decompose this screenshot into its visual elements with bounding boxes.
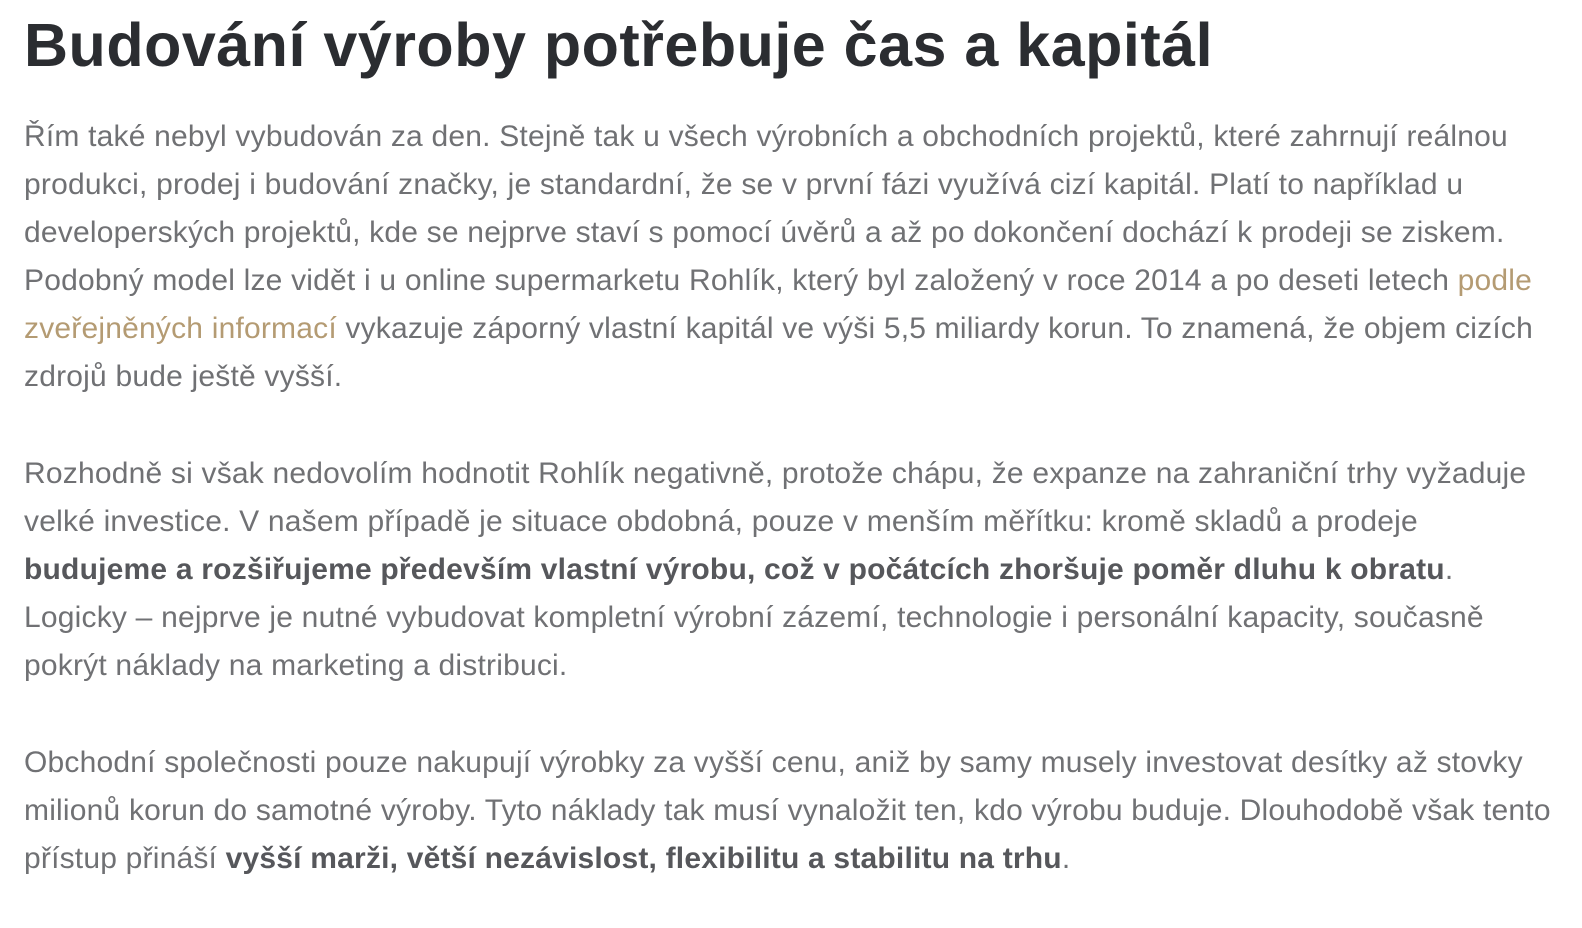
text-run: . Logicky – nejprve je nutné vybudovat kompletní výrobní zázemí, technologie i personální kapacity, současně pokrýt náklady na marketing a distribuci.: [24, 553, 1484, 683]
text-run: Obchodní společnosti pouze nakupují výrobky za vyšší cenu, aniž by samy musely investovat desítky až stovky milionů korun do samotné výroby. Tyto náklady tak musí vynaložit ten, kdo výrobu buduje. Dlouhodobě však tento přístup přináší: [24, 746, 1551, 876]
text-run: Řím také nebyl vybudován za den. Stejně tak u všech výrobních a obchodních projektů, které zahrnují reálnou produkci, prodej i budování značky, je standardní, že se v první fázi využívá cizí kapitál. Platí to například u developerských projektů, kde se nejprve staví s pomocí úvěrů a až po dokončení dochází k prodeji se ziskem. Podobný model lze vidět i u online supermarketu Rohlík, který byl založený v roce 2014 a po deseti letech: [24, 120, 1508, 298]
paragraph: [24, 739, 1558, 883]
inline-link[interactable]: podle zveřejněných informací: [24, 264, 1533, 346]
bold-text: budujeme a rozšiřujeme především vlastní výrobu, což v počátcích zhoršuje poměr dluhu k obratu: [24, 553, 1445, 587]
text-run: .: [1061, 842, 1071, 876]
text-run: vykazuje záporný vlastní kapitál ve výši 5,5 miliardy korun. To znamená, že objem cizích zdrojů bude ještě vyšší.: [24, 312, 1533, 394]
page-title: Budování výroby potřebuje čas a kapitál: [24, 11, 1214, 79]
paragraph: [24, 450, 1558, 690]
bold-text: vyšší marži, větší nezávislost, flexibilitu a stabilitu na trhu: [225, 842, 1062, 876]
article-body: [24, 113, 1558, 883]
paragraph: [24, 113, 1558, 401]
text-run: Rozhodně si však nedovolím hodnotit Rohlík negativně, protože chápu, že expanze na zahraniční trhy vyžaduje velké investice. V našem případě je situace obdobná, pouze v menším měřítku: kromě skladů a prodeje: [24, 457, 1527, 539]
article: [24, 6, 1558, 883]
